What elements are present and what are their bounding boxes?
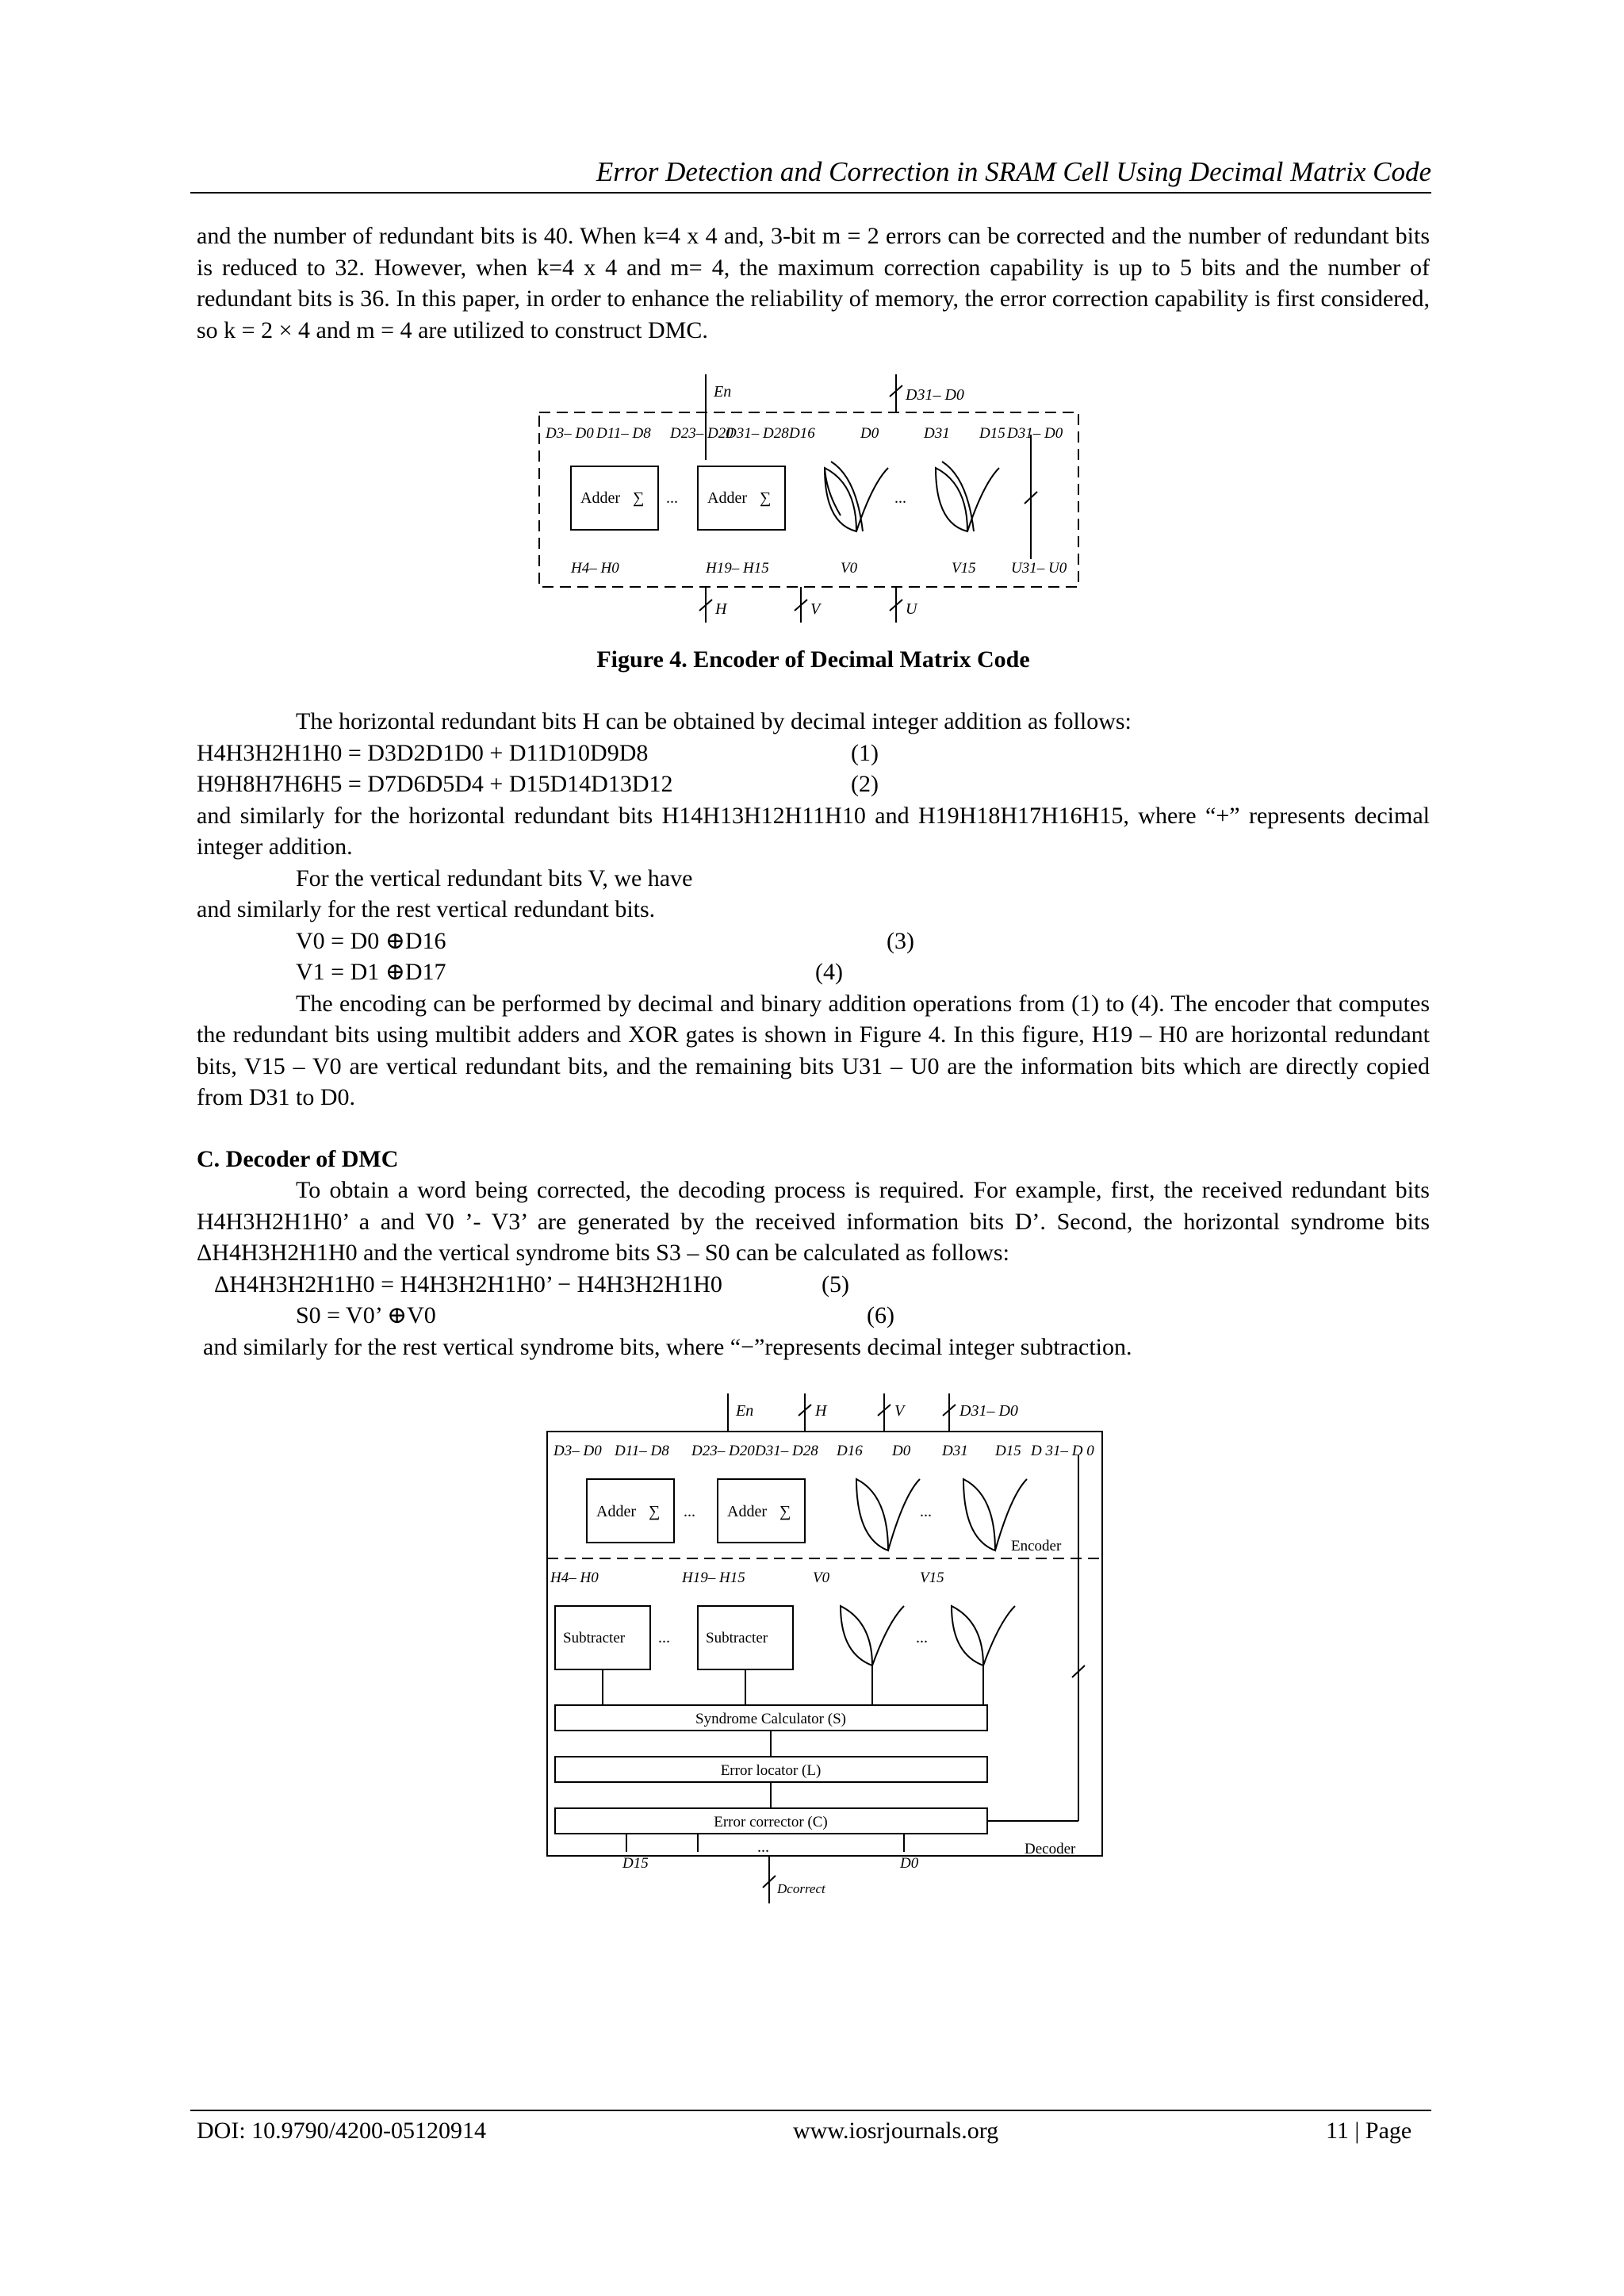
dots-2: ... bbox=[894, 489, 906, 507]
sub-dots-2: ... bbox=[916, 1629, 928, 1646]
enc-adder-label-1: Adder bbox=[596, 1503, 636, 1520]
enc-dots-1: ... bbox=[684, 1503, 695, 1520]
dec-label-d0: D0 bbox=[892, 1443, 911, 1459]
syndrome-label: Syndrome Calculator (S) bbox=[695, 1711, 846, 1727]
figure-5-decoder bbox=[539, 1392, 1110, 1907]
equation-1 bbox=[197, 738, 1430, 769]
label-d15: D15 bbox=[979, 425, 1005, 442]
decoder-boundary bbox=[547, 1432, 1102, 1856]
label-v0: V0 bbox=[841, 560, 858, 577]
sigma-2: ∑ bbox=[760, 489, 772, 507]
footer-page: 11 | Page bbox=[1326, 2118, 1412, 2144]
out-label-d15: D15 bbox=[622, 1855, 649, 1872]
label-d3-d0: D3– D0 bbox=[546, 425, 594, 442]
corrector-label: Error corrector (C) bbox=[714, 1814, 828, 1830]
enc-dots-2: ... bbox=[920, 1503, 932, 1520]
running-head: Error Detection and Correction in SRAM Cell Using Decimal Matrix Code bbox=[596, 156, 1431, 187]
equation-1-number: (1) bbox=[851, 739, 879, 766]
equation-5-number: (5) bbox=[822, 1271, 849, 1297]
label-h4-h0: H4– H0 bbox=[571, 560, 619, 577]
dec-label-v15: V15 bbox=[920, 1570, 944, 1586]
paragraph-vertical: For the vertical redundant bits V, we have bbox=[296, 864, 693, 891]
body-section-encoding bbox=[197, 706, 1430, 1363]
label-d0: D0 bbox=[860, 425, 879, 442]
label-u31-u0: U31– U0 bbox=[1011, 560, 1067, 577]
dec-h-input: H bbox=[815, 1402, 827, 1420]
xor-gate-2 bbox=[936, 462, 999, 531]
dec-xor-1 bbox=[841, 1606, 904, 1665]
label-d31-d0: D31– D0 bbox=[1007, 425, 1063, 442]
equation-4 bbox=[197, 956, 1430, 988]
equation-3-body: V0 = D0 ⊕D16 bbox=[296, 927, 446, 954]
output-v: V bbox=[810, 600, 821, 618]
bus-label: D31– D0 bbox=[906, 386, 964, 404]
output-u: U bbox=[906, 600, 917, 618]
equation-6-number: (6) bbox=[867, 1302, 894, 1328]
dec-label-d16: D16 bbox=[837, 1443, 863, 1459]
equation-4-body: V1 = D1 ⊕D17 bbox=[296, 959, 446, 985]
equation-2-number: (2) bbox=[851, 771, 879, 797]
footer-site: www.iosrjournals.org bbox=[793, 2118, 999, 2144]
equation-6 bbox=[197, 1300, 1430, 1332]
equation-3-number: (3) bbox=[887, 927, 914, 954]
dec-label-h4-h0: H4– H0 bbox=[550, 1570, 599, 1586]
dec-xor-2 bbox=[952, 1606, 1015, 1665]
section-heading-decoder: C. Decoder of DMC bbox=[197, 1145, 399, 1172]
label-h19-h15: H19– H15 bbox=[706, 560, 769, 577]
output-h: H bbox=[715, 600, 727, 618]
equation-2 bbox=[197, 769, 1430, 800]
footer-doi: DOI: 10.9790/4200-05120914 bbox=[197, 2118, 486, 2144]
locator-label: Error locator (L) bbox=[720, 1762, 822, 1779]
dots-1: ... bbox=[666, 489, 678, 507]
equation-5-body: ΔH4H3H2H1H0 = H4H3H2H1H0’ − H4H3H2H1H0 bbox=[214, 1271, 722, 1297]
enc-xor-1 bbox=[856, 1479, 920, 1550]
label-d31: D31 bbox=[924, 425, 950, 442]
equation-2-body: H9H8H7H6H5 = D7D6D5D4 + D15D14D13D12 bbox=[197, 771, 673, 797]
paragraph-subtraction: and similarly for the rest vertical syndrome bits, where “−”represents decimal integer subtraction. bbox=[203, 1333, 1132, 1360]
dec-label-d15: D15 bbox=[995, 1443, 1021, 1459]
subtracter-label-2: Subtracter bbox=[706, 1630, 768, 1646]
equation-6-body: S0 = V0’ ⊕V0 bbox=[296, 1302, 436, 1328]
dec-label-d31-d0: D 31– D 0 bbox=[1031, 1443, 1094, 1459]
label-v15: V15 bbox=[952, 560, 976, 577]
dec-label-v0: V0 bbox=[813, 1570, 830, 1586]
dec-label-d23-d20: D23– D20 bbox=[691, 1443, 755, 1459]
label-d23-d20: D23– D20 bbox=[670, 425, 733, 442]
out-label-d0: D0 bbox=[900, 1855, 919, 1872]
figure-4-encoder bbox=[531, 373, 1086, 634]
label-d16: D16 bbox=[789, 425, 815, 442]
sub-dots-1: ... bbox=[658, 1629, 670, 1646]
equation-1-body: H4H3H2H1H0 = D3D2D1D0 + D11D10D9D8 bbox=[197, 739, 649, 766]
dec-label-h19-h15: H19– H15 bbox=[682, 1570, 745, 1586]
subtracter-label-1: Subtracter bbox=[563, 1630, 626, 1646]
paragraph-vertical-similarly: and similarly for the rest vertical redundant bits. bbox=[197, 896, 656, 922]
enc-sigma-2: ∑ bbox=[779, 1503, 791, 1520]
encoder-label: Encoder bbox=[1011, 1538, 1062, 1554]
label-d11-d8: D11– D8 bbox=[596, 425, 651, 442]
dec-en-label: En bbox=[736, 1402, 754, 1420]
paragraph-intro: and the number of redundant bits is 40. When k=4 x 4 and, 3-bit m = 2 errors can be corrected and the number of redundant bits is reduced to 32. However, when k=4 x 4 and m= 4, the maximum correction capability is up to 5 bits and the number of redundant bits is 36. In this paper, in order to enhance the reliability of memory, the error correction capability is first considered, so k = 2 × 4 and m = 4 are utilized to construct DMC. bbox=[197, 223, 1430, 343]
figure-4-caption: Figure 4. Encoder of Decimal Matrix Code bbox=[596, 646, 1030, 673]
equation-3 bbox=[197, 926, 1430, 957]
en-label: En bbox=[714, 383, 732, 401]
sigma-1: ∑ bbox=[633, 489, 645, 507]
paragraph-horizontal-similarly: and similarly for the horizontal redundant bits H14H13H12H11H10 and H19H18H17H16H15, where “+” represents decimal integer addition. bbox=[197, 802, 1430, 860]
out-dots: ... bbox=[757, 1838, 769, 1856]
header-rule bbox=[190, 192, 1431, 194]
decoder-label: Decoder bbox=[1025, 1841, 1076, 1857]
equation-4-number: (4) bbox=[815, 959, 843, 985]
paragraph-encoding: The encoding can be performed by decimal and binary addition operations from (1) to (4). The encoder that computes the redundant bits using multibit adders and XOR gates is shown in Figure 4. In this figure, H19 – H0 are horizontal redundant bits, V15 – V0 are vertical redundant bits, and the remaining bits U31 – U0 are the information bits which are directly copied from D31 to D0. bbox=[197, 990, 1430, 1110]
dec-label-d11-d8: D11– D8 bbox=[615, 1443, 669, 1459]
footer-rule bbox=[190, 2110, 1431, 2111]
dec-v-input: V bbox=[894, 1402, 905, 1420]
enc-adder-label-2: Adder bbox=[727, 1503, 767, 1520]
paragraph-horizontal: The horizontal redundant bits H can be obtained by decimal integer addition as follows: bbox=[296, 708, 1132, 734]
xor-gate-1 bbox=[825, 462, 888, 531]
dec-label-d31-d28: D31– D28 bbox=[755, 1443, 818, 1459]
label-d31-d28: D31– D28 bbox=[726, 425, 789, 442]
enc-sigma-1: ∑ bbox=[649, 1503, 661, 1520]
paragraph-decoding: To obtain a word being corrected, the decoding process is required. For example, first, the received redundant bits H4H3H2H1H0’ a and V0 ’- V3’ are generated by the received information bits D’. Second, the horizontal syndrome bits ΔH4H3H2H1H0 and the vertical syndrome bits S3 – S0 can be calculated as follows: bbox=[197, 1177, 1430, 1266]
dcorrect-label: Dcorrect bbox=[777, 1881, 825, 1896]
adder-label-1: Adder bbox=[580, 489, 620, 507]
equation-5 bbox=[197, 1269, 1430, 1301]
adder-label-2: Adder bbox=[707, 489, 747, 507]
dec-label-d31: D31 bbox=[942, 1443, 968, 1459]
dec-label-d3-d0: D3– D0 bbox=[553, 1443, 602, 1459]
dec-bus-input: D31– D0 bbox=[959, 1402, 1018, 1420]
